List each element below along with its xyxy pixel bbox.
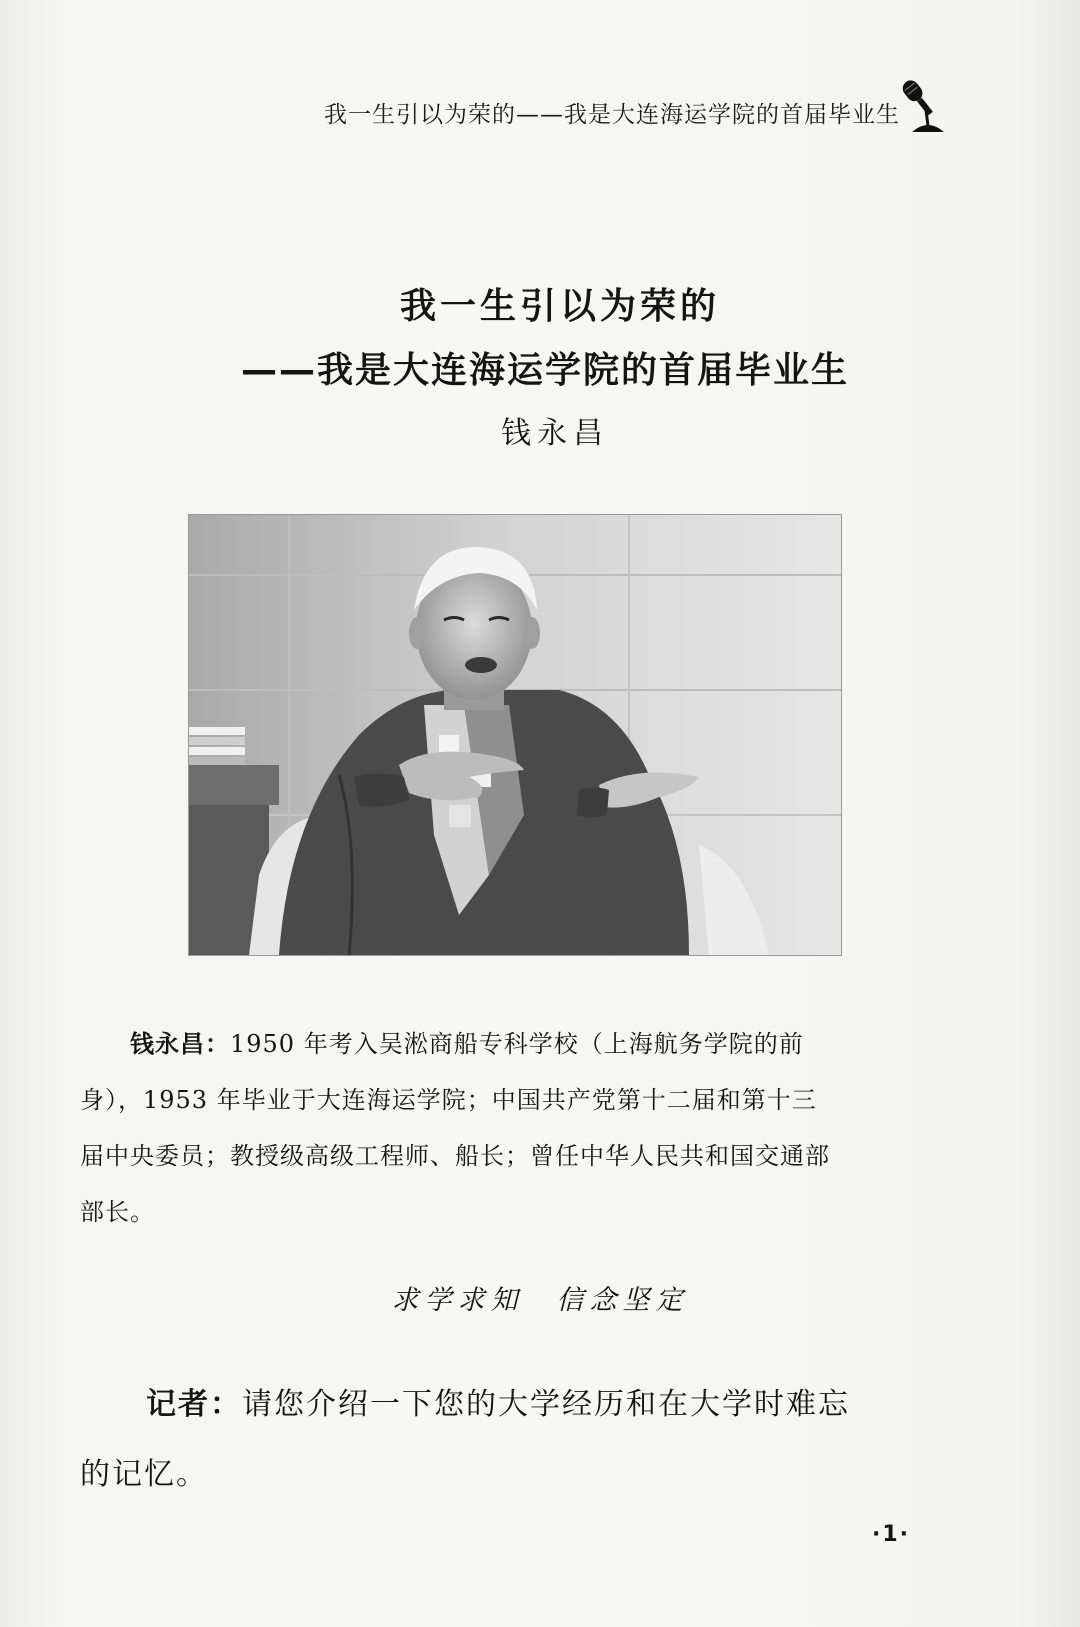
portrait-photo	[188, 514, 842, 956]
bio-text-1: 1950 年考入吴淞商船专科学校（上海航务学院的前	[230, 1030, 804, 1058]
article-title: 我一生引以为荣的	[399, 286, 720, 327]
microphone-icon	[898, 76, 946, 134]
article-title-block	[0, 278, 1080, 452]
article-subtitle: ——我是大连海运学院的首届毕业生	[240, 350, 849, 391]
bio-line-1	[80, 1016, 945, 1072]
author-bio	[80, 1016, 945, 1240]
section-heading: 求学求知 信念坚定	[391, 1285, 689, 1316]
question-line-2: 的记忆。	[80, 1457, 208, 1492]
bio-line-3: 届中央委员；教授级高级工程师、船长；曾任中华人民共和国交通部	[80, 1142, 830, 1170]
question-line-1	[80, 1370, 945, 1440]
bio-line-4: 部长。	[80, 1198, 155, 1226]
bio-line-2: 身），1953 年毕业于大连海运学院；中国共产党第十二届和第十三	[80, 1086, 817, 1114]
question-text-1: 请您介绍一下您的大学经历和在大学时难忘	[242, 1387, 850, 1422]
article-author: 钱永昌	[501, 416, 609, 451]
bio-name-label: 钱永昌：	[130, 1030, 230, 1058]
portrait-illustration	[189, 515, 841, 955]
running-header: 我一生引以为荣的——我是大连海运学院的首届毕业生	[324, 102, 900, 128]
interview-question	[80, 1370, 945, 1510]
question-label: 记者：	[146, 1387, 242, 1422]
page-number: ·1·	[872, 1522, 911, 1547]
